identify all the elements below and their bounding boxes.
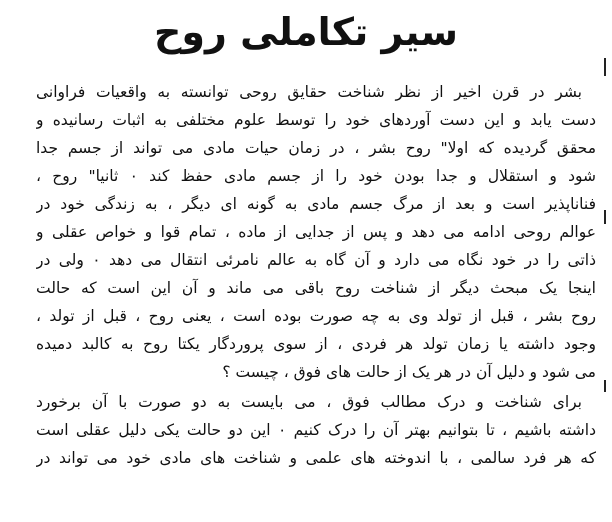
text-line: فناناپذیر است و بعد از مرگ جسم مادی به گونه ای دیگر ، به زندگی خود در: [36, 195, 596, 213]
text-line: ذاتی را در خود نگاه می دارد و آن گاه به عالم نامرئی انتقال می دهد ۰ ولی در: [36, 251, 596, 269]
scan-edge-mark: [604, 380, 606, 392]
text-line: وجود داشته یا زمان تولد هر فردی ، از سوی پروردگار یکتا روح به کالبد دمیده: [36, 335, 596, 353]
body-text: [36, 78, 596, 472]
text-line: بشر در قرن اخیر از نظر شناخت حقایق روحی توانسته به واقعیات فراوانی: [36, 83, 582, 101]
text-line: می شود و دلیل آن در هر یک از حالت های فوق ، چیست ؟: [222, 363, 596, 381]
text-line: که هر فرد سالمی ، با اندوخته های علمی و شناخت های مادی خود می تواند در: [36, 449, 596, 467]
text-line: اینجا یک مبحث دیگر از شناخت روح باقی می ماند و آن این است که حالت: [36, 279, 596, 297]
scan-edge-mark: [604, 210, 606, 224]
text-line: عوالم روحی ادامه می دهد و پس از جدایی از ماده ، تمام قوا و خواص عقلی و: [36, 223, 596, 241]
text-line: برای شناخت و درک مطالب فوق ، می بایست به دو صورت با آن برخورد: [36, 393, 582, 411]
text-line: شود و استقلال و جدا بودن خود را از جسم مادی حفظ کند ۰ ثانیا" روح ،: [36, 167, 596, 185]
page-title: سیر تکاملی روح: [154, 10, 458, 54]
scan-edge-mark: [604, 58, 606, 76]
text-line: داشته باشیم ، تا بتوانیم بهتر آن را درک کنیم ۰ این دو حالت یکی دلیل عقلی است: [36, 421, 596, 439]
text-line: دست یابد و این دست آوردهای خود را توسط علوم مختلفی به اثبات رسانیده و: [36, 111, 596, 129]
text-line: روح بشر ، قبل از تولد وی به چه صورت بوده است ، یعنی روح ، قبل از تولد ،: [36, 307, 596, 325]
text-line: محقق گردیده که اولا" روح بشر ، در زمان حیات مادی می تواند از جسم جدا: [36, 139, 596, 157]
